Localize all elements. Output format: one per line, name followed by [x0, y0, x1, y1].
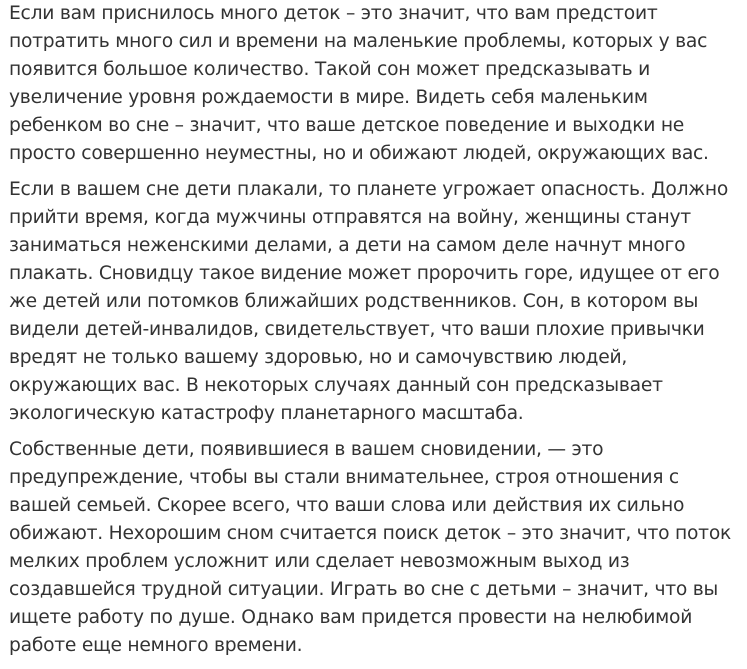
text-line: вашей семьей. Скорее всего, что ваши слова или действия их сильно [9, 495, 685, 516]
text-line: Собственные дети, появившиеся в вашем сновидении, — это [9, 439, 604, 460]
text-line: заниматься неженскими делами, а дети на самом деле начнут много [9, 235, 686, 256]
text-line: мелких проблем усложнит или сделает невозможным выход из [9, 551, 630, 572]
text-line: увеличение уровня рождаемости в мире. Видеть себя маленьким [9, 87, 648, 108]
text-line: работе еще немного времени. [9, 635, 303, 656]
text-line: ребенком во сне – значит, что ваше детское поведение и выходки не [9, 115, 685, 136]
text-line: плакать. Сновидцу такое видение может пророчить горе, идущее от его [9, 263, 720, 284]
text-line: видели детей-инвалидов, свидетельствует, что ваши плохие привычки [9, 319, 705, 340]
text-line: создавшейся трудной ситуации. Играть во сне с детьми – значит, что вы [9, 579, 719, 600]
text-line: ищете работу по душе. Однако вам придется провести на нелюбимой [9, 607, 693, 628]
text-line: же детей или потомков ближайших родственников. Сон, в котором вы [9, 291, 699, 312]
paragraph-own-children [9, 436, 747, 660]
text-line: появится большое количество. Такой сон может предсказывать и [9, 59, 650, 80]
text-line: вредят не только вашему здоровью, но и самочувствию людей, [9, 347, 628, 368]
text-line: обижают. Нехорошим сном считается поиск деток – это значит, что поток [9, 523, 732, 544]
text-line: потратить много сил и времени на маленькие проблемы, которых у вас [9, 31, 708, 52]
text-line: окружающих вас. В некоторых случаях данный сон предсказывает [9, 375, 663, 396]
text-line: прийти время, когда мужчины отправятся на войну, женщины станут [9, 207, 691, 228]
text-line: предупреждение, чтобы вы стали внимательнее, строя отношения с [9, 467, 679, 488]
text-line: Если вам приснилось много деток – это значит, что вам предстоит [9, 3, 658, 24]
text-line: экологическую катастрофу планетарного масштаба. [9, 403, 524, 424]
paragraph-small-children [9, 0, 747, 168]
paragraph-crying-children [9, 176, 747, 428]
text-line: просто совершенно неуместны, но и обижают людей, окружающих вас. [9, 143, 709, 164]
text-line: Если в вашем сне дети плакали, то планете угрожает опасность. Должно [9, 179, 729, 200]
